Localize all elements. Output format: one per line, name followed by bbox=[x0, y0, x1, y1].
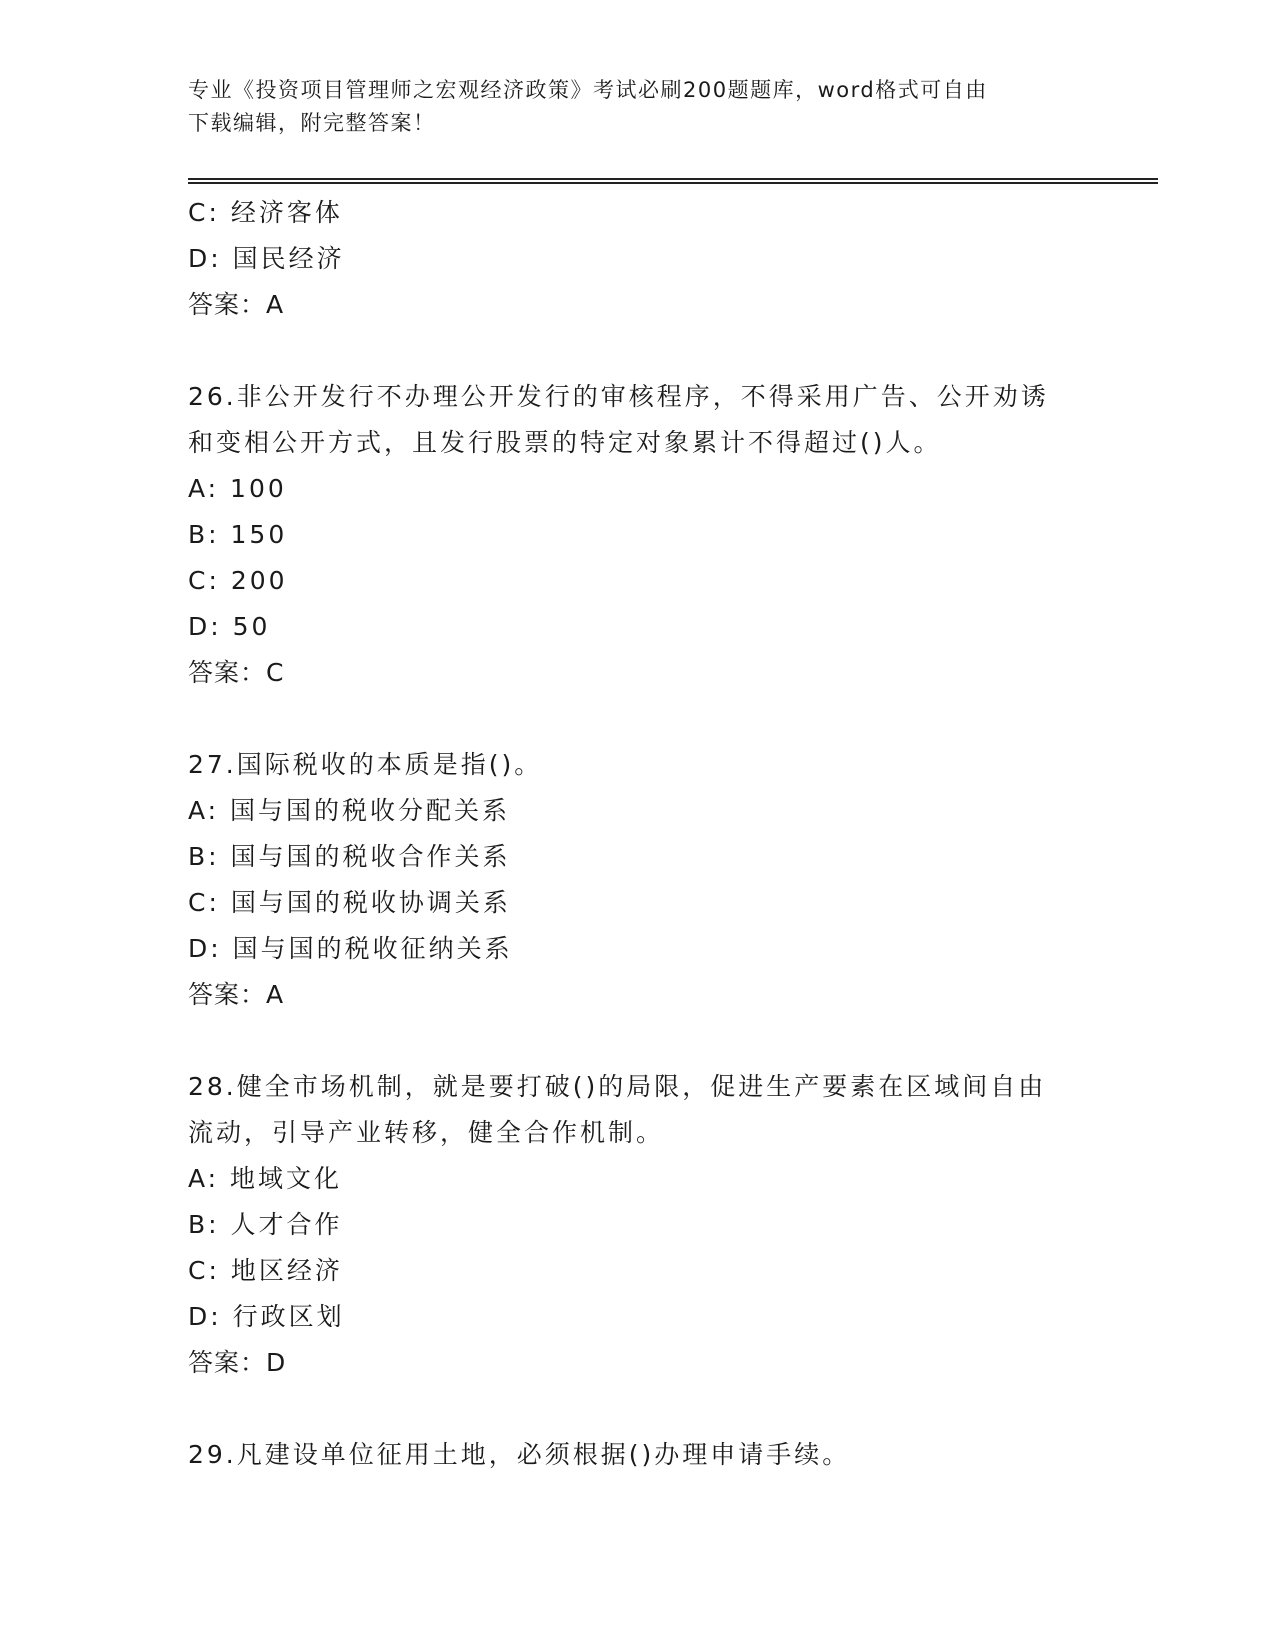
header-divider-bottom bbox=[188, 182, 1158, 184]
option-c: C: 国与国的税收协调关系 bbox=[188, 888, 511, 917]
option-d: D: 行政区划 bbox=[188, 1302, 345, 1331]
question-stem-line-1: 28.健全市场机制，就是要打破()的局限，促进生产要素在区域间自由 bbox=[188, 1072, 1047, 1101]
option-a: A: 地域文化 bbox=[188, 1164, 343, 1193]
question-stem-line-1: 29.凡建设单位征用土地，必须根据()办理申请手续。 bbox=[188, 1440, 851, 1469]
question-list bbox=[188, 190, 1088, 1478]
option-d: D: 50 bbox=[188, 612, 271, 641]
question-stem-line-2: 和变相公开方式，且发行股票的特定对象累计不得超过()人。 bbox=[188, 428, 942, 457]
answer-text: 答案：A bbox=[188, 980, 285, 1009]
option-a: A: 国与国的税收分配关系 bbox=[188, 796, 511, 825]
option-c: C: 200 bbox=[188, 566, 288, 595]
header-divider-top bbox=[188, 178, 1158, 180]
option-c: C: 经济客体 bbox=[188, 198, 343, 227]
option-a: A: 100 bbox=[188, 474, 287, 503]
answer-text: 答案：D bbox=[188, 1348, 287, 1377]
question-27 bbox=[188, 742, 1088, 1018]
option-d: D: 国与国的税收征纳关系 bbox=[188, 934, 513, 963]
question-26 bbox=[188, 374, 1088, 696]
option-c: C: 地区经济 bbox=[188, 1256, 343, 1285]
option-d: D: 国民经济 bbox=[188, 244, 345, 273]
answer-text: 答案：A bbox=[188, 290, 285, 319]
option-b: B: 150 bbox=[188, 520, 288, 549]
question-stem-line-2: 流动，引导产业转移，健全合作机制。 bbox=[188, 1118, 665, 1147]
option-b: B: 人才合作 bbox=[188, 1210, 343, 1239]
header-title-line-1: 专业《投资项目管理师之宏观经济政策》考试必刷200题题库，word格式可自由 bbox=[188, 78, 988, 102]
header-title-line-2: 下载编辑，附完整答案！ bbox=[188, 111, 436, 135]
option-b: B: 国与国的税收合作关系 bbox=[188, 842, 511, 871]
question-25-tail bbox=[188, 190, 1088, 328]
question-28 bbox=[188, 1064, 1088, 1386]
question-stem-line-1: 27.国际税收的本质是指()。 bbox=[188, 750, 543, 779]
question-stem-line-1: 26.非公开发行不办理公开发行的审核程序，不得采用广告、公开劝诱 bbox=[188, 382, 1049, 411]
question-29 bbox=[188, 1432, 1088, 1478]
document-header bbox=[188, 74, 1088, 140]
answer-text: 答案：C bbox=[188, 658, 285, 687]
